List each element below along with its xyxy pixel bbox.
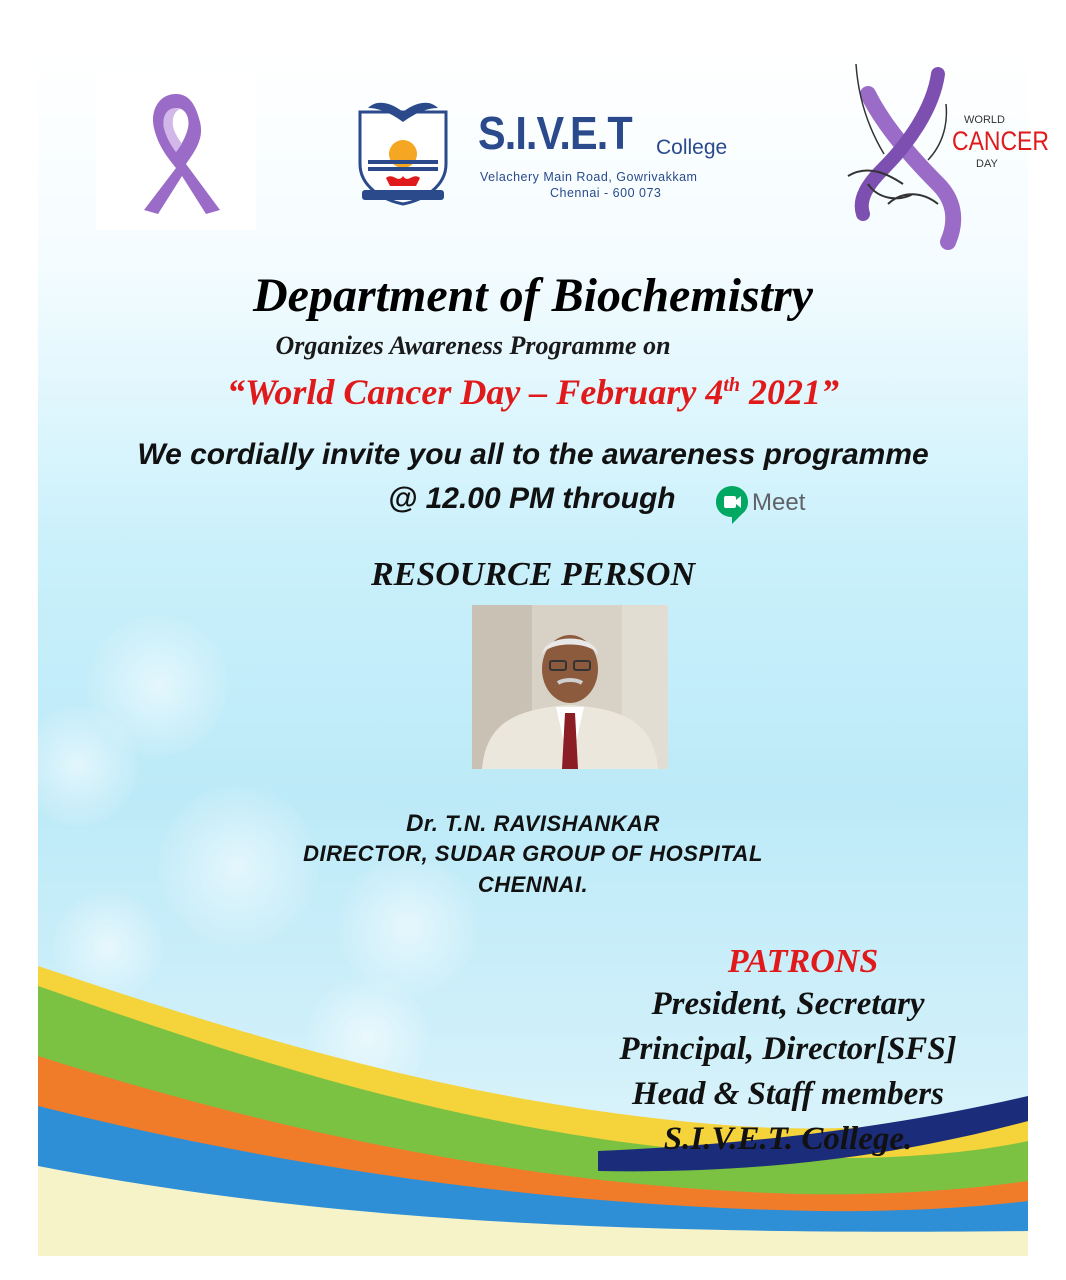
college-name: S.I.V.E.T	[478, 107, 632, 159]
college-crest-icon	[348, 94, 458, 206]
patron-line: Principal, Director[SFS]	[619, 1031, 957, 1067]
resource-person-heading: RESOURCE PERSON	[370, 556, 696, 593]
meet-icon	[714, 484, 750, 524]
college-name-suffix: College	[656, 136, 728, 159]
event-title	[38, 371, 1028, 413]
speaker-photo	[472, 605, 668, 769]
organizes-text: Organizes Awareness Programme on	[275, 331, 671, 360]
college-logo	[348, 94, 768, 206]
event-title-sup: th	[723, 374, 741, 396]
poster	[38, 46, 1049, 1256]
event-title-prefix: “World Cancer Day – February 4	[226, 372, 724, 412]
speaker-role: DIRECTOR, SUDAR GROUP OF HOSPITAL	[303, 841, 763, 866]
wcd-logo-line2: CANCER	[952, 126, 1049, 156]
college-address-line1: Velachery Main Road, Gowrivakkam	[480, 170, 698, 184]
patron-line: President, Secretary	[651, 986, 925, 1022]
invite-line1: We cordially invite you all to the awareness programme	[137, 438, 929, 471]
department-title: Department of Biochemistry	[253, 269, 813, 322]
organizes-line	[38, 331, 1028, 361]
google-meet-logo	[714, 482, 804, 526]
patrons-heading: PATRONS	[727, 943, 879, 980]
speaker-name-text: r. T.N. RAVISHANKAR	[423, 811, 660, 836]
speaker-title-prefix: D	[406, 810, 424, 837]
event-title-suffix: 2021”	[740, 372, 840, 412]
patrons-block	[578, 942, 998, 1162]
patron-line: S.I.V.E.T. College.	[663, 1121, 913, 1157]
wcd-logo-line3: DAY	[976, 158, 998, 170]
speaker-city: CHENNAI.	[477, 872, 589, 897]
college-address-line2: Chennai - 600 073	[550, 186, 662, 200]
wcd-logo-line1: WORLD	[964, 114, 1005, 126]
world-cancer-day-logo	[828, 64, 1049, 246]
patron-line: Head & Staff members	[632, 1076, 944, 1112]
speaker-name	[38, 810, 1028, 838]
invite-line2: @ 12.00 PM through	[388, 482, 676, 515]
purple-ribbon-icon	[96, 72, 256, 230]
meet-label: Meet	[752, 489, 806, 516]
